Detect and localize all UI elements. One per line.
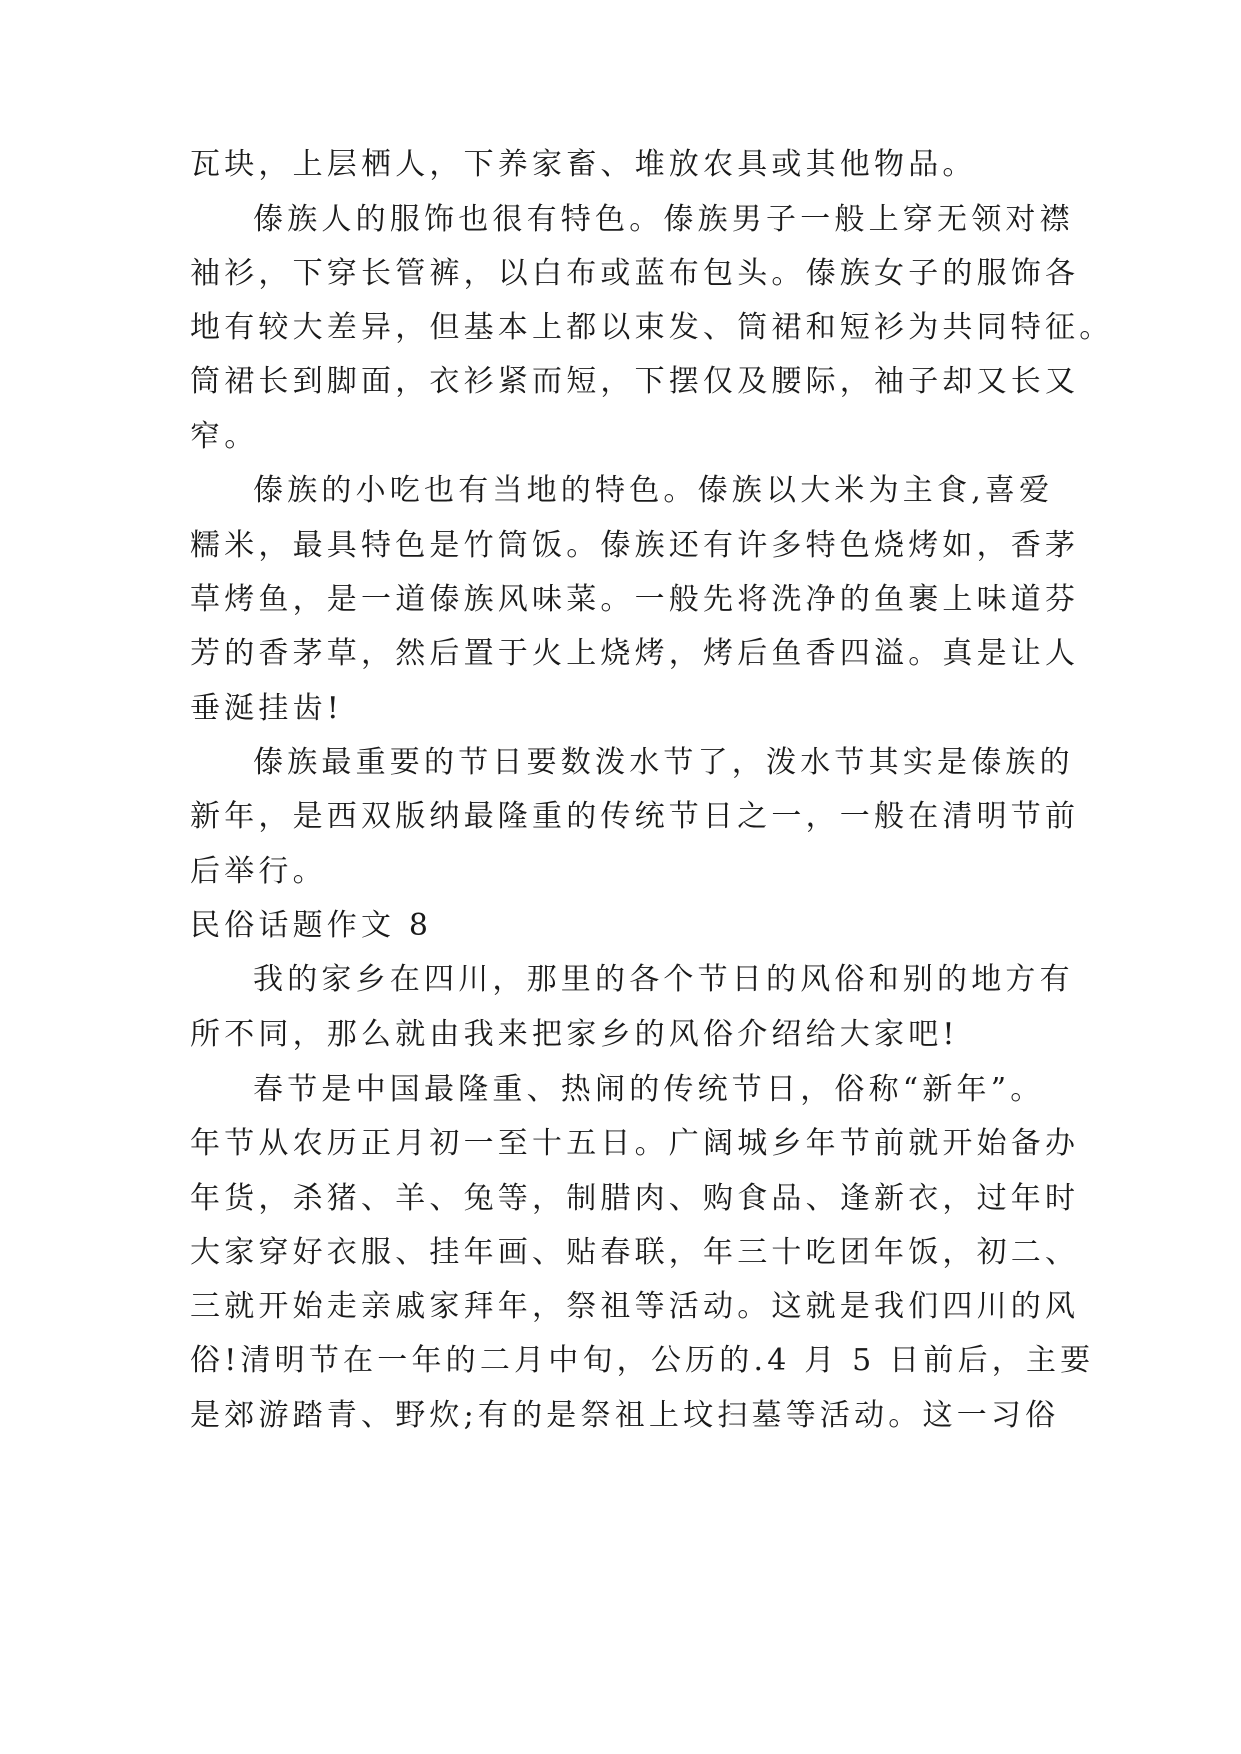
text-line: 傣族最重要的节日要数泼水节了，泼水节其实是傣族的 xyxy=(253,745,1074,780)
text-line: 所不同，那么就由我来把家乡的风俗介绍给大家吧! xyxy=(190,1017,959,1052)
text-line: 窄。 xyxy=(190,419,259,454)
text-line: 春节是中国最隆重、热闹的传统节日，俗称“新年”。 xyxy=(253,1072,1045,1107)
text-line: 傣族的小吃也有当地的特色。傣族以大米为主食,喜爱 xyxy=(253,473,1054,508)
text-line: 我的家乡在四川，那里的各个节日的风俗和别的地方有 xyxy=(253,962,1074,997)
text-line: 瓦块，上层栖人，下养家畜、堆放农具或其他物品。 xyxy=(190,147,977,182)
text-line: 后举行。 xyxy=(190,854,327,889)
text-line: 大家穿好衣服、挂年画、贴春联，年三十吃团年饭，初二、 xyxy=(190,1235,1080,1270)
text-line: 年节从农历正月初一至十五日。广阔城乡年节前就开始备办 xyxy=(190,1126,1080,1161)
text-line: 筒裙长到脚面，衣衫紧而短，下摆仅及腰际，袖子却又长又 xyxy=(190,364,1080,399)
text-line: 地有较大差异，但基本上都以束发、筒裙和短衫为共同特征。 xyxy=(190,310,1114,345)
text-line: 糯米，最具特色是竹筒饭。傣族还有许多特色烧烤如，香茅 xyxy=(190,528,1080,563)
text-line: 新年，是西双版纳最隆重的传统节日之一，一般在清明节前 xyxy=(190,799,1080,834)
text-line: 芳的香茅草，然后置于火上烧烤，烤后鱼香四溢。真是让人 xyxy=(190,636,1080,671)
text-line: 袖衫，下穿长管裤，以白布或蓝布包头。傣族女子的服饰各 xyxy=(190,256,1080,291)
text-line: 三就开始走亲戚家拜年，祭祖等活动。这就是我们四川的风 xyxy=(190,1289,1080,1324)
text-line: 俗!清明节在一年的二月中旬，公历的.4 月 5 日前后，主要 xyxy=(190,1343,1095,1378)
text-line: 傣族人的服饰也很有特色。傣族男子一般上穿无领对襟 xyxy=(253,202,1074,237)
text-line: 垂涎挂齿! xyxy=(190,691,344,726)
text-line: 是郊游踏青、野炊;有的是祭祖上坟扫墓等活动。这一习俗 xyxy=(190,1398,1060,1433)
section-heading: 民俗话题作文 8 xyxy=(190,908,433,943)
text-line: 年货，杀猪、羊、兔等，制腊肉、购食品、逢新衣，过年时 xyxy=(190,1181,1080,1216)
text-line: 草烤鱼，是一道傣族风味菜。一般先将洗净的鱼裹上味道芬 xyxy=(190,582,1080,617)
